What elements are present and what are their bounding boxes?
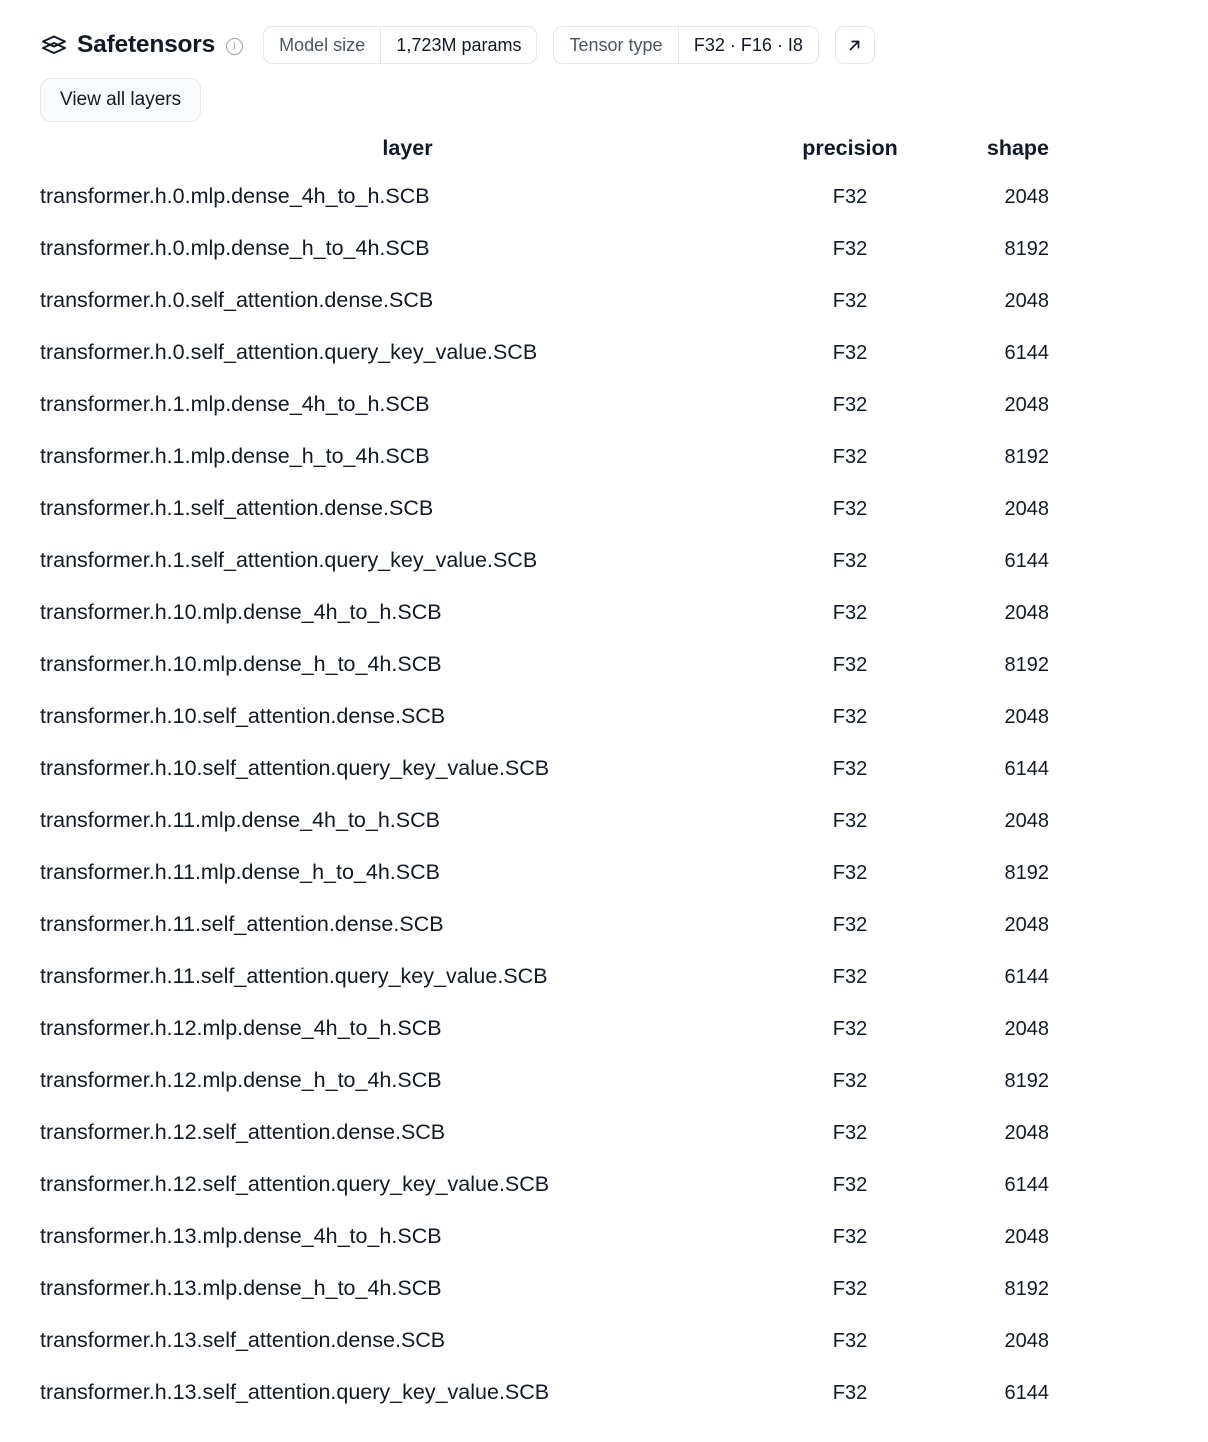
table-row [40, 1328, 1070, 1380]
table-row [40, 288, 1070, 340]
table-row [40, 600, 1070, 652]
info-icon[interactable]: i [226, 38, 243, 55]
cell-precision: F32 [832, 1226, 868, 1248]
cell-precision: F32 [832, 966, 868, 988]
cell-precision: F32 [832, 862, 868, 884]
cell-shape: 6144 [1004, 1174, 1049, 1196]
cell-layer: transformer.h.12.mlp.dense_h_to_4h.SCB [40, 1068, 442, 1092]
tensor-type-value: F32 · F16 · I8 [693, 34, 803, 55]
arrow-up-right-icon[interactable] [835, 26, 875, 64]
layers-table [40, 136, 1070, 1432]
cell-layer: transformer.h.1.self_attention.dense.SCB [40, 496, 434, 520]
table-row [40, 1172, 1070, 1224]
cell-shape: 6144 [1004, 966, 1049, 988]
tensor-type-pill [553, 26, 818, 64]
cell-shape: 2048 [1004, 914, 1049, 936]
table-row [40, 392, 1070, 444]
model-size-label: Model size [279, 34, 366, 55]
table-row [40, 496, 1070, 548]
model-size-value: 1,723M params [396, 34, 522, 55]
cell-shape: 2048 [1004, 1122, 1049, 1144]
table-row [40, 340, 1070, 392]
model-size-pill [263, 26, 537, 64]
table-row [40, 912, 1070, 964]
cell-precision: F32 [832, 550, 868, 572]
cell-layer: transformer.h.11.mlp.dense_h_to_4h.SCB [40, 860, 440, 884]
cell-precision: F32 [832, 810, 868, 832]
cell-shape: 6144 [1004, 758, 1049, 780]
table-row [40, 964, 1070, 1016]
column-header-shape: shape [986, 136, 1049, 160]
header-row [40, 26, 1168, 64]
cell-layer: transformer.h.0.mlp.dense_h_to_4h.SCB [40, 236, 430, 260]
cell-precision: F32 [832, 394, 868, 416]
table-row [40, 652, 1070, 704]
table-row [40, 808, 1070, 860]
cell-shape: 2048 [1004, 1018, 1049, 1040]
cell-layer: transformer.h.0.self_attention.query_key_value.SCB [40, 340, 538, 364]
cell-shape: 6144 [1004, 1382, 1049, 1404]
safetensors-title: Safetensors [77, 31, 216, 58]
cell-precision: F32 [832, 1070, 868, 1092]
tensor-type-label: Tensor type [569, 34, 663, 55]
cell-shape: 8192 [1004, 1070, 1049, 1092]
view-all-layers-button[interactable] [40, 78, 201, 122]
cell-layer: transformer.h.1.mlp.dense_4h_to_h.SCB [40, 392, 430, 416]
cell-precision: F32 [832, 1382, 868, 1404]
cell-precision: F32 [832, 654, 868, 676]
cell-layer: transformer.h.13.self_attention.dense.SCB [40, 1328, 446, 1352]
cell-shape: 2048 [1004, 394, 1049, 416]
cell-shape: 2048 [1004, 706, 1049, 728]
table-row [40, 704, 1070, 756]
cell-precision: F32 [832, 1174, 868, 1196]
cell-layer: transformer.h.13.self_attention.query_key_value.SCB [40, 1380, 550, 1404]
cell-shape: 2048 [1004, 602, 1049, 624]
cell-layer: transformer.h.1.mlp.dense_h_to_4h.SCB [40, 444, 430, 468]
table-row [40, 860, 1070, 912]
cell-precision: F32 [832, 1278, 868, 1300]
cell-shape: 8192 [1004, 238, 1049, 260]
cell-precision: F32 [832, 602, 868, 624]
cell-layer: transformer.h.0.mlp.dense_4h_to_h.SCB [40, 184, 430, 208]
cell-precision: F32 [832, 238, 868, 260]
cell-precision: F32 [832, 446, 868, 468]
cell-shape: 2048 [1004, 1330, 1049, 1352]
cell-precision: F32 [832, 1018, 868, 1040]
table-row [40, 1224, 1070, 1276]
cell-precision: F32 [832, 186, 868, 208]
cell-precision: F32 [832, 1122, 868, 1144]
table-row [40, 1276, 1070, 1328]
cell-shape: 2048 [1004, 1226, 1049, 1248]
cell-layer: transformer.h.10.self_attention.query_key_value.SCB [40, 756, 550, 780]
column-header-precision: precision [802, 136, 898, 160]
cell-layer: transformer.h.11.self_attention.dense.SCB [40, 912, 444, 936]
cell-layer: transformer.h.10.mlp.dense_4h_to_h.SCB [40, 600, 442, 624]
safetensors-logo-icon [40, 34, 68, 56]
table-row [40, 756, 1070, 808]
cell-layer: transformer.h.0.self_attention.dense.SCB [40, 288, 434, 312]
cell-layer: transformer.h.12.self_attention.query_key_value.SCB [40, 1172, 550, 1196]
table-body [40, 184, 1070, 1432]
cell-layer: transformer.h.13.mlp.dense_4h_to_h.SCB [40, 1224, 442, 1248]
table-row [40, 1016, 1070, 1068]
cell-precision: F32 [832, 498, 868, 520]
table-row [40, 548, 1070, 600]
cell-layer: transformer.h.12.mlp.dense_4h_to_h.SCB [40, 1016, 442, 1040]
cell-shape: 8192 [1004, 1278, 1049, 1300]
cell-layer: transformer.h.10.mlp.dense_h_to_4h.SCB [40, 652, 442, 676]
cell-layer: transformer.h.10.self_attention.dense.SCB [40, 704, 446, 728]
cell-layer: transformer.h.11.self_attention.query_key_value.SCB [40, 964, 548, 988]
cell-shape: 8192 [1004, 862, 1049, 884]
view-all-layers-label: View all layers [60, 89, 182, 110]
cell-shape: 8192 [1004, 446, 1049, 468]
cell-shape: 2048 [1004, 290, 1049, 312]
cell-shape: 2048 [1004, 186, 1049, 208]
column-header-layer: layer [382, 136, 433, 160]
cell-shape: 2048 [1004, 810, 1049, 832]
cell-precision: F32 [832, 706, 868, 728]
cell-precision: F32 [832, 342, 868, 364]
table-row [40, 1068, 1070, 1120]
cell-shape: 6144 [1004, 342, 1049, 364]
table-row [40, 1380, 1070, 1432]
cell-layer: transformer.h.12.self_attention.dense.SCB [40, 1120, 446, 1144]
cell-layer: transformer.h.11.mlp.dense_4h_to_h.SCB [40, 808, 440, 832]
table-row [40, 236, 1070, 288]
cell-layer: transformer.h.1.self_attention.query_key_value.SCB [40, 548, 538, 572]
table-row [40, 444, 1070, 496]
cell-shape: 6144 [1004, 550, 1049, 572]
cell-precision: F32 [832, 914, 868, 936]
table-row [40, 184, 1070, 236]
table-row [40, 1120, 1070, 1172]
cell-precision: F32 [832, 290, 868, 312]
safetensors-brand [40, 31, 243, 59]
cell-precision: F32 [832, 1330, 868, 1352]
cell-shape: 2048 [1004, 498, 1049, 520]
cell-layer: transformer.h.13.mlp.dense_h_to_4h.SCB [40, 1276, 442, 1300]
table-header-row [40, 136, 1070, 184]
cell-precision: F32 [832, 758, 868, 780]
cell-shape: 8192 [1004, 654, 1049, 676]
